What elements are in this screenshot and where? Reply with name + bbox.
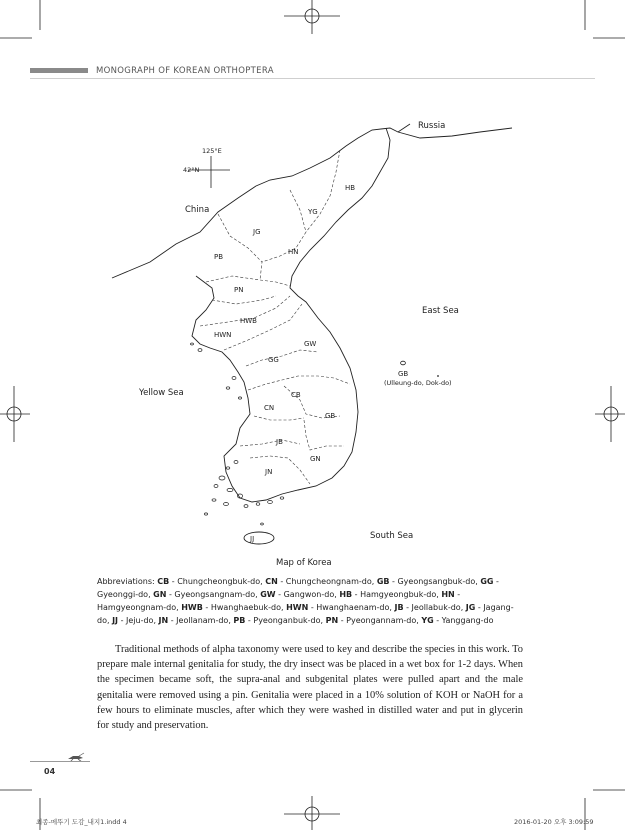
abbreviation-entry bbox=[159, 616, 229, 625]
abbreviation-entry bbox=[326, 616, 417, 625]
peninsula-outline bbox=[192, 128, 390, 502]
region-jb: JB bbox=[276, 438, 283, 446]
methods-paragraph: Traditional methods of alpha taxonomy were used to key and describe the species in this work. To prepare male internal genitalia for study, the dry insect was be placed in a wet box for 1-2 days. When the specimen became soft, the supra-anal and subgenital plates were pulled apart and the male genitalia were removed using a pin. Genitalia were placed in a 10% solution of KOH or NaOH for a few hours to eliminate muscles, after which they were washed in distilled water and put in glycerin for study and preservation. bbox=[97, 644, 523, 732]
jeju-island bbox=[244, 532, 274, 544]
abbreviation-code: HWB bbox=[181, 603, 203, 612]
region-pn: PN bbox=[234, 286, 244, 294]
abbreviation-name: - Pyeonganbuk-do bbox=[245, 616, 321, 625]
label-russia: Russia bbox=[418, 121, 446, 131]
region-gn: GN bbox=[310, 455, 321, 463]
abbreviation-code: HB bbox=[339, 590, 353, 599]
label-east-sea: East Sea bbox=[422, 306, 459, 316]
region-jj: JJ bbox=[250, 535, 255, 543]
running-header: MONOGRAPH OF KOREAN ORTHOPTERA bbox=[96, 66, 274, 76]
page-number-rule bbox=[30, 761, 90, 762]
abbreviation-code: HWN bbox=[286, 603, 309, 612]
map-caption: Map of Korea bbox=[276, 558, 332, 568]
abbreviation-entry bbox=[265, 577, 371, 586]
abbreviation-code: PN bbox=[325, 616, 339, 625]
abbreviation-name: - Gyeonggi-do bbox=[97, 577, 499, 599]
abbreviation-code: GW bbox=[260, 590, 276, 599]
abbreviations-label: Abbreviations: bbox=[97, 577, 158, 586]
region-jn: JN bbox=[265, 468, 273, 476]
abbreviation-code: CB bbox=[157, 577, 170, 586]
region-cn: CN bbox=[264, 404, 275, 412]
abbreviation-name: - Hwanghaebuk-do bbox=[202, 603, 281, 612]
abbreviation-name: - Jeollabuk-do bbox=[403, 603, 461, 612]
abbreviations-list: Abbreviations: CB - Chungcheongbuk-do, CN - Chungcheongnam-do, GB - Gyeongsangbuk-do, GG - Gyeonggi-do, GN - Gyeongsangnam-do, GW - Gangwon-do, HB - Hamgyeongbuk-do, HN - Hamgyeongnam-do, HWB - Hwanghaebuk-do, HWN - Hwanghaenam-do, JB - Jeollabuk-do, JG - Jagang-do, JJ - Jeju-do, JN - Jeollanam-do, PB - Pyeonganbuk-do, PN - Pyeongannam-do, YG - Yanggang-do bbox=[97, 577, 514, 625]
abbreviation-entry bbox=[233, 616, 320, 625]
label-south-sea: South Sea bbox=[370, 531, 414, 541]
abbreviation-entry bbox=[153, 590, 255, 599]
abbreviation-entry bbox=[394, 603, 460, 612]
abbreviation-code: JG bbox=[465, 603, 476, 612]
label-china: China bbox=[185, 205, 210, 215]
abbreviation-entry bbox=[112, 616, 153, 625]
slug-left: 최종-메뚜기 도감_내지1.indd 4 bbox=[36, 818, 127, 826]
region-jg: JG bbox=[253, 228, 261, 236]
abbreviation-code: JB bbox=[394, 603, 404, 612]
compass-longitude: 125°E bbox=[202, 147, 222, 155]
abbreviation-entry bbox=[377, 577, 475, 586]
abbreviation-name: - Jeju-do bbox=[118, 616, 154, 625]
abbreviation-code: JJ bbox=[112, 616, 119, 625]
abbreviation-name: - Chungcheongbuk-do bbox=[169, 577, 261, 586]
region-gw: GW bbox=[304, 340, 317, 348]
compass-latitude: 42°N bbox=[183, 166, 200, 174]
abbreviation-code: GN bbox=[153, 590, 167, 599]
region-gb: GB bbox=[325, 412, 336, 420]
region-yg: YG bbox=[308, 208, 318, 216]
abbreviation-code: PB bbox=[233, 616, 246, 625]
abbreviation-entry bbox=[181, 603, 281, 612]
page-number: 04 bbox=[44, 767, 56, 776]
abbreviation-code: GG bbox=[480, 577, 494, 586]
abbreviation-name: - Hwanghaenam-do bbox=[308, 603, 390, 612]
region-gb-islands: GB bbox=[398, 370, 409, 378]
abbreviation-name: - Hamgyeongnam-do bbox=[97, 590, 461, 612]
region-hb: HB bbox=[345, 184, 356, 192]
abbreviation-name: - Jeollanam-do bbox=[168, 616, 229, 625]
abbreviation-name: - Yanggang-do bbox=[433, 616, 494, 625]
abbreviation-code: HN bbox=[441, 590, 455, 599]
region-hwb: HWB bbox=[240, 317, 257, 325]
slug-right: 2016-01-20 오후 3:09:59 bbox=[514, 818, 594, 826]
abbreviation-name: - Gyeongsangbuk-do bbox=[389, 577, 476, 586]
label-yellow-sea: Yellow Sea bbox=[139, 388, 184, 398]
abbreviation-code: YG bbox=[421, 616, 434, 625]
dokdo-island bbox=[437, 375, 439, 377]
abbreviation-name: - Chungcheongnam-do bbox=[277, 577, 372, 586]
abbreviation-code: CN bbox=[265, 577, 278, 586]
abbreviation-name: - Gangwon-do bbox=[275, 590, 335, 599]
abbreviation-entry bbox=[286, 603, 389, 612]
abbreviation-entry bbox=[157, 577, 260, 586]
region-hwn: HWN bbox=[214, 331, 232, 339]
ulleungdo-island bbox=[401, 361, 406, 365]
abbreviation-name: - Pyeongannam-do bbox=[338, 616, 417, 625]
abbreviation-entry bbox=[260, 590, 334, 599]
region-hn: HN bbox=[288, 248, 299, 256]
region-gg: GG bbox=[268, 356, 279, 364]
islands-note: (Ulleung-do, Dok-do) bbox=[384, 379, 452, 387]
region-pb: PB bbox=[214, 253, 224, 261]
abbreviation-entry bbox=[421, 616, 493, 625]
abbreviation-code: GB bbox=[376, 577, 390, 586]
region-cb: CB bbox=[291, 391, 301, 399]
abbreviation-name: - Gyeongsangnam-do bbox=[166, 590, 256, 599]
abbreviation-name: - Hamgyeongbuk-do bbox=[352, 590, 437, 599]
abbreviation-code: JN bbox=[158, 616, 169, 625]
northern-border bbox=[112, 124, 410, 278]
abbreviation-name: - Jagang-do bbox=[97, 603, 514, 625]
abbreviation-entry bbox=[339, 590, 436, 599]
